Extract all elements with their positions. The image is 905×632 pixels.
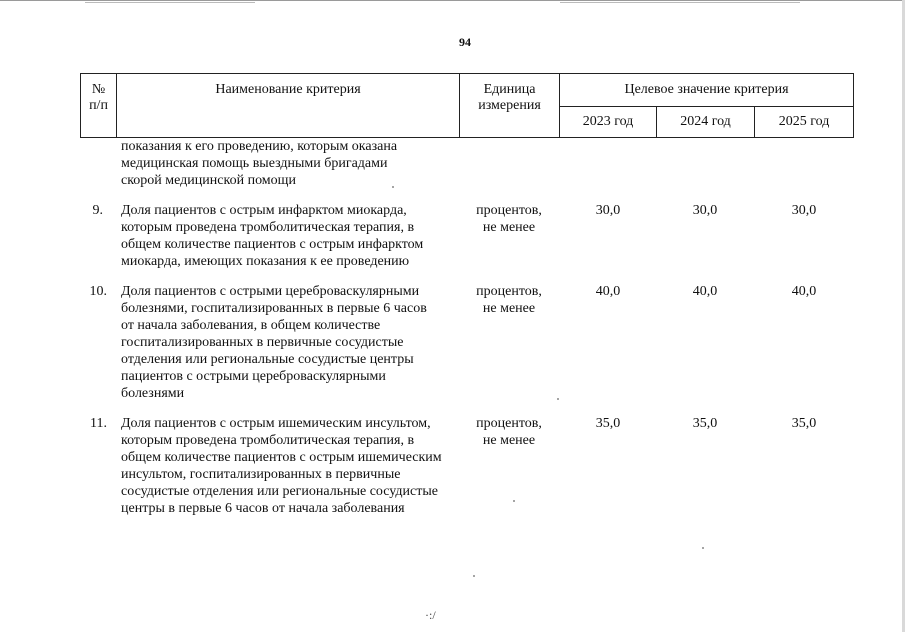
scan-edge-mark — [85, 2, 255, 3]
value-2024: 40,0 — [692, 284, 718, 299]
value-2024: 30,0 — [692, 203, 718, 218]
scan-mark: ·:/ — [425, 608, 436, 622]
criterion-line: миокарда, имеющих показания к ее проведению — [121, 254, 410, 269]
scan-edge-top — [0, 0, 905, 1]
criterion-line: сосудистые отделения или региональные сосудистые — [121, 484, 438, 499]
unit-line: не менее — [482, 433, 536, 448]
criterion-line: госпитализированных в первичные сосудистые — [121, 335, 404, 350]
scan-speck — [513, 500, 515, 502]
header-name-cell — [117, 74, 460, 138]
criterion-line: инсультом, госпитализированных в первичные — [121, 467, 401, 482]
page-number: 94 — [459, 35, 471, 49]
row-number: 11. — [90, 416, 107, 431]
criterion-line: показания к его проведению, которым оказана — [121, 139, 398, 154]
criterion-line: центры в первые 6 часов от начала заболевания — [121, 501, 405, 516]
criterion-line: Доля пациентов с острым инфарктом миокарда, — [121, 203, 407, 218]
criterion-line: скорой медицинской помощи — [121, 173, 296, 188]
scan-edge-mark — [560, 2, 800, 3]
criterion-line: которым проведена тромболитическая терапия, в — [121, 220, 415, 235]
criterion-text — [121, 283, 456, 402]
header-number-sub: п/п — [89, 98, 108, 113]
unit-line: процентов, — [476, 416, 542, 431]
criterion-line: общем количестве пациентов с острым инфарктом — [121, 237, 424, 252]
value-2025: 30,0 — [791, 203, 817, 218]
scan-speck — [473, 575, 475, 577]
row-number: 9. — [92, 203, 103, 218]
unit-cell — [462, 283, 556, 317]
value-2025: 40,0 — [791, 284, 817, 299]
value-2025: 35,0 — [791, 416, 817, 431]
header-unit-cell — [460, 74, 560, 138]
criterion-text — [121, 202, 456, 270]
criterion-text — [121, 415, 456, 517]
scan-speck — [702, 547, 704, 549]
criterion-line: от начала заболевания, в общем количестве — [121, 318, 381, 333]
header-number: № — [91, 82, 106, 97]
scan-speck — [557, 398, 559, 400]
unit-cell — [462, 415, 556, 449]
unit-line: не менее — [482, 301, 536, 316]
row-number: 10. — [89, 284, 107, 299]
unit-line: процентов, — [476, 203, 542, 218]
header-target: Целевое значение критерия — [624, 82, 789, 97]
criterion-line: Доля пациентов с острыми цереброваскулярными — [121, 284, 420, 299]
criterion-line: Доля пациентов с острым ишемическим инсультом, — [121, 416, 431, 431]
header-year-2023: 2023 год — [560, 107, 657, 138]
header-year-2025: 2025 год — [755, 107, 854, 138]
criterion-line: болезнями — [121, 386, 185, 401]
criterion-text — [121, 138, 456, 189]
unit-cell — [462, 202, 556, 236]
criterion-line: пациентов с острыми цереброваскулярными — [121, 369, 386, 384]
header-unit-line2: измерения — [478, 98, 541, 113]
header-name: Наименование критерия — [215, 82, 361, 97]
scan-speck — [392, 186, 394, 188]
unit-line: процентов, — [476, 284, 542, 299]
criterion-line: отделения или региональные сосудистые центры — [121, 352, 414, 367]
value-2023: 40,0 — [595, 284, 621, 299]
criterion-line: которым проведена тромболитическая терапия, в — [121, 433, 415, 448]
header-year-2024: 2024 год — [657, 107, 755, 138]
criterion-line: медицинская помощь выездными бригадами — [121, 156, 388, 171]
value-2024: 35,0 — [692, 416, 718, 431]
header-target-cell — [560, 74, 854, 107]
criterion-line: общем количестве пациентов с острым ишемическим — [121, 450, 442, 465]
table-header — [80, 73, 854, 138]
header-unit-line1: Единица — [483, 82, 536, 97]
criterion-line: болезнями, госпитализированных в первые 6 часов — [121, 301, 427, 316]
value-2023: 35,0 — [595, 416, 621, 431]
value-2023: 30,0 — [595, 203, 621, 218]
unit-line: не менее — [482, 220, 536, 235]
header-number-cell — [81, 74, 117, 138]
